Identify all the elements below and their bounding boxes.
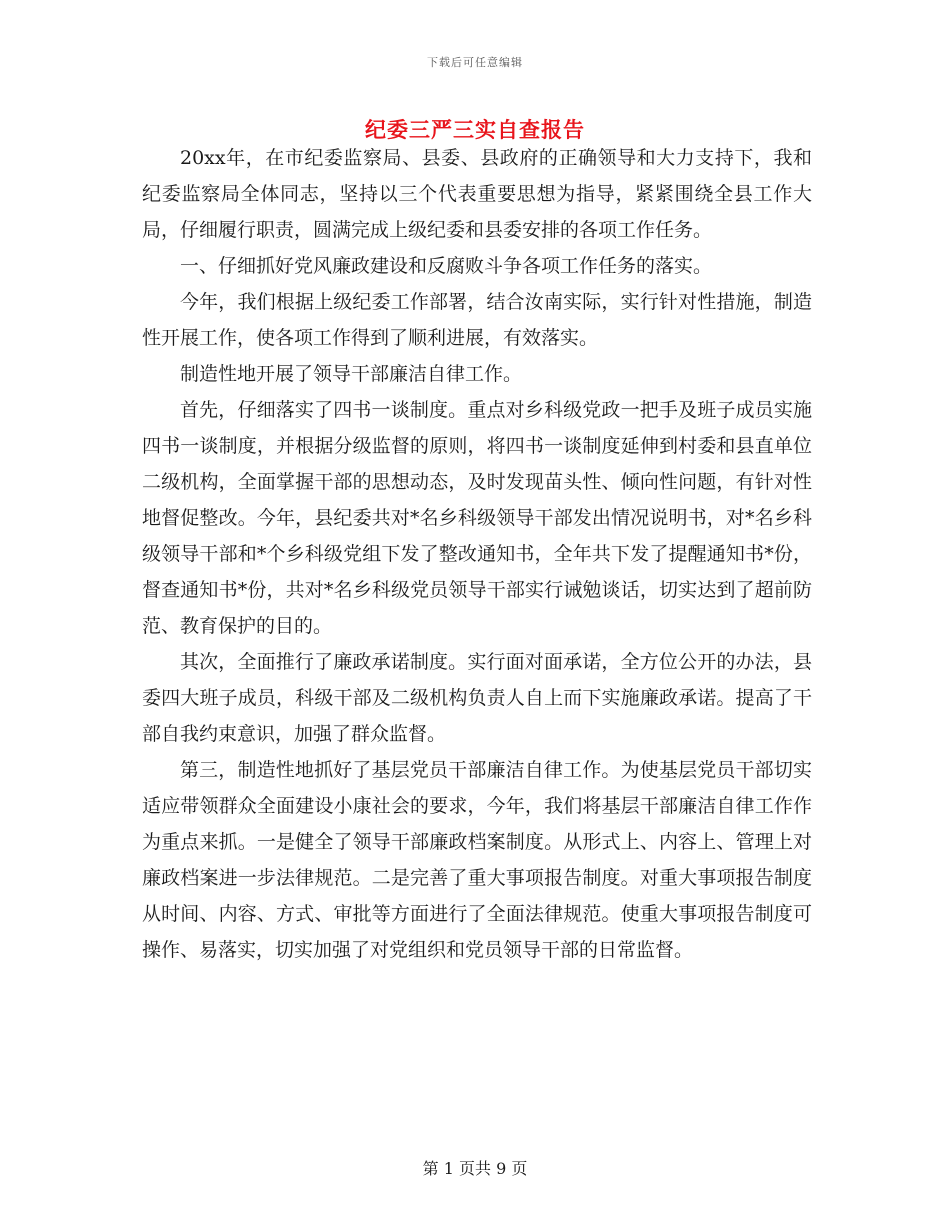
paragraph: 其次，全面推行了廉政承诺制度。实行面对面承诺，全方位公开的办法，县委四大班子成员，科级干部及二级机构负责人自上而下实施廉政承诺。提高了干部自我约束意识，加强了群众监督。: [142, 651, 812, 745]
document-body: [142, 140, 812, 968]
paragraph: 制造性地开展了领导干部廉洁自律工作。: [180, 363, 523, 385]
paragraph: 今年，我们根据上级纪委工作部署，结合汝南实际，实行针对性措施，制造性开展工作，使各项工作得到了顺利进展，有效落实。: [142, 291, 812, 349]
paragraph-intro: 20xx年，在市纪委监察局、县委、县政府的正确领导和大力支持下，我和纪委监察局全体同志，坚持以三个代表重要思想为指导，紧紧围绕全县工作大局，仔细履行职责，圆满完成上级纪委和县委安排的各项工作任务。: [142, 147, 812, 241]
header-note: 下载后可任意编辑: [427, 56, 523, 69]
paragraph-section-heading: 一、仔细抓好党风廉政建设和反腐败斗争各项工作任务的落实。: [180, 255, 713, 277]
page-number: 第 1 页共 9 页: [422, 1159, 528, 1178]
paragraph: 第三，制造性地抓好了基层党员干部廉洁自律工作。为使基层党员干部切实适应带领群众全面建设小康社会的要求，今年，我们将基层干部廉洁自律工作作为重点来抓。一是健全了领导干部廉政档案制度。从形式上、内容上、管理上对廉政档案进一步法律规范。二是完善了重大事项报告制度。对重大事项报告制度从时间、内容、方式、审批等方面进行了全面法律规范。使重大事项报告制度可操作、易落实，切实加强了对党组织和党员领导干部的日常监督。: [142, 759, 812, 961]
paragraph: 首先，仔细落实了四书一谈制度。重点对乡科级党政一把手及班子成员实施四书一谈制度，并根据分级监督的原则，将四书一谈制度延伸到村委和县直单位二级机构，全面掌握干部的思想动态，及时发现苗头性、倾向性问题，有针对性地督促整改。今年，县纪委共对*名乡科级领导干部发出情况说明书，对*名乡科级领导干部和*个乡科级党组下发了整改通知书，全年共下发了提醒通知书*份，督查通知书*份，共对*名乡科级党员领导干部实行诫勉谈话，切实达到了超前防范、教育保护的目的。: [142, 399, 812, 637]
document-title: 纪委三严三实自查报告: [365, 117, 585, 142]
